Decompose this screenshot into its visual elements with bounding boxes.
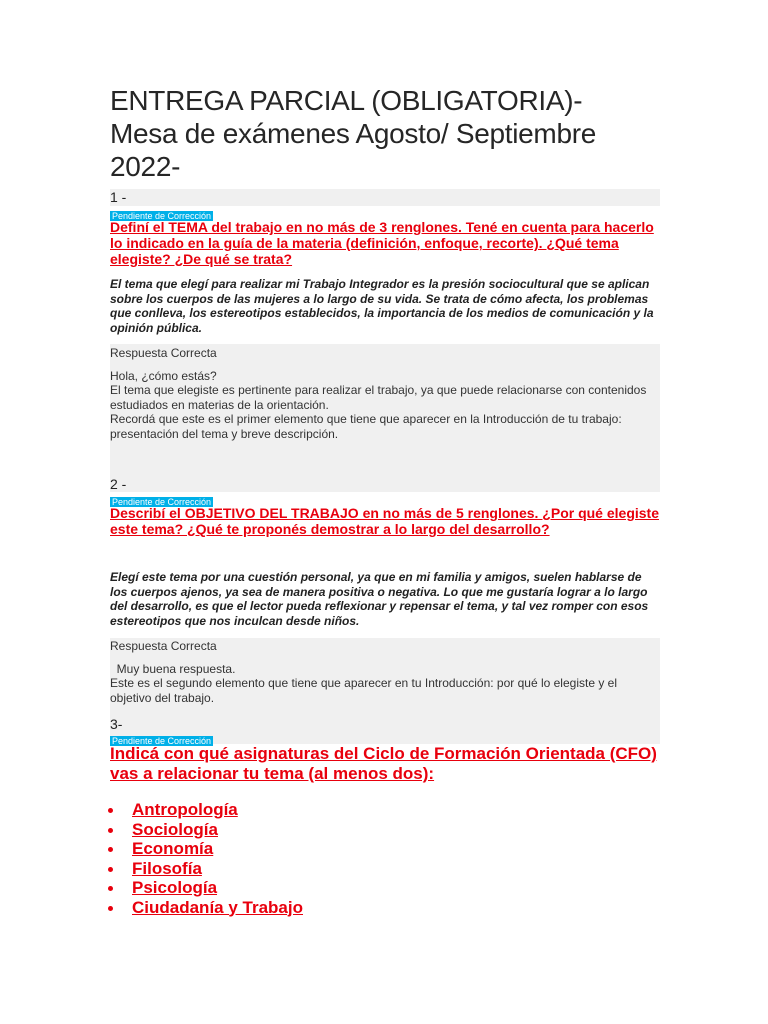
list-item (86, 820, 636, 840)
list-item (86, 898, 636, 918)
item-number: 3- (110, 716, 123, 732)
title-line: 2022- (110, 151, 181, 182)
subject-label: Sociología (132, 819, 218, 839)
bullet-icon (108, 906, 113, 911)
title-line: ENTREGA PARCIAL (OBLIGATORIA)- (110, 85, 583, 116)
bullet-icon (108, 867, 113, 872)
bullet-icon (108, 847, 113, 852)
title-line: Mesa de exámenes Agosto/ Septiembre (110, 118, 597, 149)
feedback-line: Este es el segundo elemento que tiene que aparecer en tu Introducción: por qué lo elegiste y el objetivo del trabajo. (110, 676, 618, 705)
bullet-icon (108, 808, 113, 813)
status-badge: Pendiente de Corrección (112, 736, 212, 746)
subject-label: Filosofía (132, 858, 202, 878)
list-item (86, 839, 636, 859)
item-3-question: Indicá con qué asignaturas del Ciclo de Formación Orientada (CFO) vas a relacionar tu tema (al menos dos): (110, 744, 657, 783)
item-1-header (110, 189, 660, 206)
feedback-label: Respuesta Correcta (110, 346, 217, 360)
status-badge: Pendiente de Corrección (112, 211, 212, 221)
feedback-line: Muy buena respuesta. (110, 661, 236, 676)
feedback-line: Recordá que este es el primer elemento que tiene que aparecer en la Introducción de tu trabajo: presentación del tema y breve descripción. (110, 412, 622, 441)
list-item (86, 878, 636, 898)
subject-label: Economía (132, 839, 214, 858)
list-item (86, 859, 636, 879)
item-1-answer: El tema que elegí para realizar mi Trabajo Integrador es la presión sociocultural que se aplican sobre los cuerpos de las mujeres a lo largo de su vida. Se trata de cómo afecta, los problemas que conlleva, los estereotipos establecidos, la importancia de los medios de comunicación y la opinión pública. (110, 277, 654, 335)
list-item (86, 800, 636, 820)
bullet-icon (108, 828, 113, 833)
item-3-header (110, 716, 660, 732)
item-1-feedback (110, 344, 660, 478)
subject-label: Antropología (132, 800, 238, 819)
subject-label: Psicología (132, 878, 218, 897)
feedback-label: Respuesta Correcta (110, 639, 217, 653)
item-2-header (110, 478, 660, 492)
subject-label: Ciudadanía y Trabajo (132, 897, 303, 917)
item-2-answer: Elegí este tema por una cuestión personal, ya que en mi familia y amigos, suelen hablarse de los cuerpos ajenos, ya sea de manera positiva o negativa. Lo que me gustaría lograr a lo largo del desarrollo, es que el lector pueda reflexionar y repensar el tema, y tal vez romper con esos estereotipos que nos inculcan desde niños. (110, 570, 649, 628)
feedback-line: El tema que elegiste es pertinente para realizar el trabajo, ya que puede relacionarse con contenidos estudiados en materias de la orientación. (110, 383, 647, 412)
subjects-list (86, 800, 636, 917)
document-title (110, 84, 670, 183)
feedback-line: Hola, ¿cómo estás? (110, 368, 217, 383)
item-number: 1 - (110, 189, 127, 205)
item-number: 2 - (110, 476, 127, 492)
status-badge: Pendiente de Corrección (112, 497, 212, 507)
item-2-question: Describí el OBJETIVO DEL TRABAJO en no más de 5 renglones. ¿Por qué elegiste este tema? ¿Qué te proponés demostrar a lo largo del desarrollo? (110, 505, 659, 537)
bullet-icon (108, 886, 113, 891)
item-1-question: Definí el TEMA del trabajo en no más de 3 renglones. Tené en cuenta para hacerlo lo indicado en la guía de la materia (definición, enfoque, recorte). ¿Qué tema elegiste? ¿De qué se trata? (110, 219, 654, 267)
